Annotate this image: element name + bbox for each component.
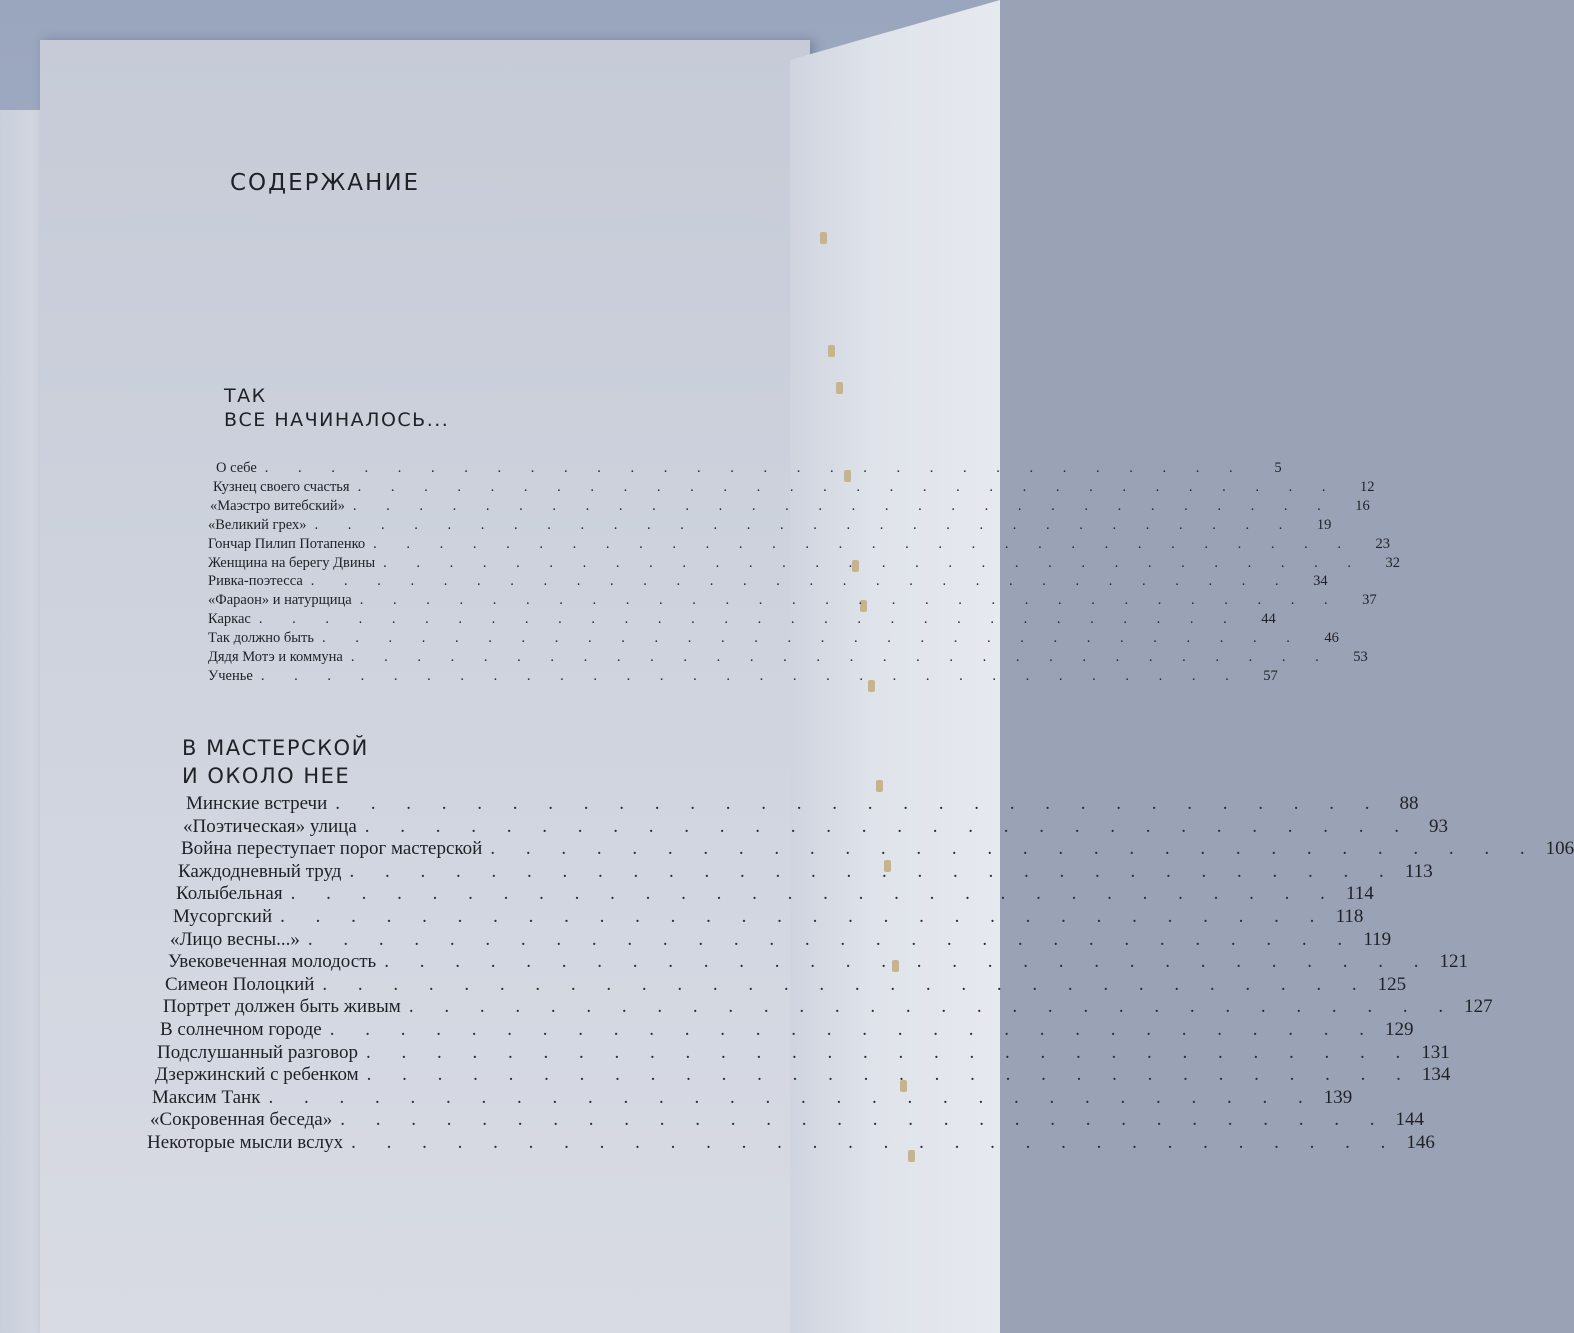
dot-leader: . . . . . . . . . . . . . . . . . . . . . . . . . . . . . .	[364, 815, 1413, 837]
dot-leader: . . . . . . . . . . . . . . . . . . . . . . . . . . . . . .	[383, 554, 1365, 571]
dot-leader: . . . . . . . . . . . . . . . . . . . . . . . . . . . . . .	[490, 838, 1538, 860]
dot-leader: . . . . . . . . . . . . . . . . . . . . . . . . . . . . . .	[290, 883, 1338, 905]
entry-title: Увековеченная молодость	[168, 951, 377, 973]
dot-leader: . . . . . . . . . . . . . . . . . . . . . . . . . . . . . .	[268, 1086, 1316, 1108]
toc-entry	[160, 1019, 1414, 1041]
entry-title: Ривка-поэтесса	[208, 573, 303, 590]
toc-entry	[147, 1132, 1435, 1154]
dot-leader: . . . . . . . . . . . . . . . . . . . . . . . . . . . . . .	[322, 973, 1370, 995]
entry-page-number: 5	[1274, 460, 1282, 476]
dot-leader: . . . . . . . . . . . . . . . . . . . . . . . . . . . . . .	[314, 516, 1296, 533]
entry-title: «Маэстро витебский»	[210, 497, 345, 514]
entry-page-number: 121	[1439, 951, 1468, 973]
entry-title: О себе	[216, 460, 257, 476]
toc-entry	[183, 815, 1449, 838]
entry-title: Минские встречи	[186, 793, 328, 814]
contents-title: СОДЕРЖАНИЕ	[230, 170, 421, 196]
dot-leader: . . . . . . . . . . . . . . . . . . . . . . . . . . . . . .	[352, 497, 1334, 514]
dot-leader: . . . . . . . . . . . . . . . . . . . . . . . . . . . . . .	[357, 478, 1339, 495]
dot-leader: . . . . . . . . . . . . . . . . . . . . . . . . . . . . . .	[258, 611, 1240, 628]
dot-leader: . . . . . . . . . . . . . . . . . . . . . . . . . . . . . .	[329, 1019, 1377, 1040]
entry-page-number: 139	[1323, 1086, 1353, 1108]
entry-title: Портрет должен быть живым	[163, 996, 401, 1018]
entry-page-number: 57	[1263, 667, 1278, 684]
entry-title: Гончар Пилип Потапенко	[208, 535, 366, 552]
section-heading-line: И ОКОЛО НЕЕ	[182, 764, 351, 788]
toc-entry	[152, 1086, 1353, 1109]
entry-title: Каждодневный труд	[178, 860, 342, 882]
entry-title: Женщина на берегу Двины	[208, 554, 376, 571]
entry-page-number: 127	[1464, 996, 1493, 1018]
toc-entry	[173, 906, 1364, 928]
entry-page-number: 118	[1335, 906, 1364, 927]
entry-title: Дзержинский с ребенком	[155, 1064, 359, 1086]
entry-page-number: 113	[1404, 860, 1433, 882]
dot-leader: . . . . . . . . . . . . . . . . . . . . . . . . . . . . . .	[335, 793, 1383, 814]
entry-title: Симеон Полоцкий	[165, 973, 315, 995]
dot-leader: . . . . . . . . . . . . . . . . . . . . . . . . . . . . . .	[340, 1109, 1388, 1131]
dot-leader: . . . . . . . . . . . . . . . . . . . . . . . . . . . . . .	[322, 630, 1303, 647]
dot-leader: . . . . . . . . . . . . . . . . . . . . . . . . . . . . . .	[349, 860, 1397, 882]
toc-entry	[176, 883, 1374, 905]
entry-page-number: 93	[1429, 815, 1449, 837]
entry-title: Колыбельная	[176, 883, 283, 905]
entry-page-number: 134	[1421, 1064, 1451, 1086]
toc-entry	[155, 1064, 1451, 1086]
dot-leader: . . . . . . . . . . . . . . . . . . . . . . . . . . . . . .	[307, 928, 1356, 950]
entry-title: Мусоргский	[173, 906, 273, 927]
entry-title: Подслушанный разговор	[157, 1041, 358, 1063]
toc-entry	[186, 793, 1419, 815]
dot-leader: . . . . . . . . . . . . . . . . . . . . . . . . . . . . . .	[310, 573, 1292, 590]
dot-leader: . . . . . . . . . . . . . . . . . . . . . . . . . . . . . .	[365, 1041, 1414, 1063]
entry-title: «Великий грех»	[208, 516, 307, 533]
section-heading-line: ТАК	[224, 385, 267, 407]
entry-page-number: 106	[1545, 838, 1574, 860]
dot-leader: . . . . . . . . . . . . . . . . . . . . . . . . . . . . . .	[351, 1132, 1399, 1153]
toc-entry	[168, 951, 1468, 973]
section-heading-1	[224, 384, 449, 432]
entry-page-number: 129	[1384, 1019, 1414, 1040]
entry-page-number: 34	[1313, 573, 1328, 590]
entry-title: Каркас	[208, 611, 251, 628]
toc-entry	[157, 1041, 1450, 1064]
dot-leader: . . . . . . . . . . . . . . . . . . . . . . . . . . . . . .	[373, 535, 1355, 552]
dot-leader: . . . . . . . . . . . . . . . . . . . . . . . . . . . . . .	[260, 667, 1242, 684]
toc-entry	[181, 838, 1574, 860]
entry-title: Кузнец своего счастья	[213, 478, 350, 495]
entry-page-number: 37	[1362, 592, 1377, 609]
dot-leader: . . . . . . . . . . . . . . . . . . . . . . . . . . . . . .	[359, 592, 1341, 609]
dot-leader: . . . . . . . . . . . . . . . . . . . . . . . . . . . . . .	[408, 996, 1457, 1018]
dot-leader: . . . . . . . . . . . . . . . . . . . . . . . . . . . . . .	[384, 951, 1432, 973]
entry-page-number: 146	[1406, 1132, 1435, 1153]
entry-title: В солнечном городе	[160, 1019, 322, 1040]
entry-page-number: 53	[1353, 649, 1368, 665]
entry-title: Так должно быть	[208, 630, 314, 647]
entry-page-number: 16	[1355, 497, 1370, 514]
entry-page-number: 144	[1395, 1109, 1424, 1131]
entry-page-number: 88	[1399, 793, 1419, 814]
toc-entry	[150, 1109, 1424, 1131]
toc-entry	[163, 996, 1493, 1018]
entry-title: «Лицо весны...»	[170, 928, 300, 950]
section-heading-line: ВСЕ НАЧИНАЛОСЬ...	[224, 409, 450, 431]
toc-entry	[170, 928, 1392, 951]
dot-leader: . . . . . . . . . . . . . . . . . . . . . . . . . . . . . .	[366, 1064, 1414, 1086]
entry-page-number: 32	[1385, 554, 1401, 571]
entry-page-number: 131	[1421, 1041, 1450, 1063]
entry-title: «Фараон» и натурщица	[208, 592, 352, 609]
entry-page-number: 19	[1316, 516, 1332, 533]
entry-title: «Сокровенная беседа»	[150, 1109, 333, 1131]
entry-page-number: 114	[1346, 883, 1374, 905]
section-heading-line: В МАСТЕРСКОЙ	[182, 736, 369, 760]
dot-leader: . . . . . . . . . . . . . . . . . . . . . . . . . . . . . .	[350, 649, 1332, 665]
entry-page-number: 12	[1359, 478, 1375, 495]
entry-title: Ученье	[208, 667, 253, 684]
entry-page-number: 125	[1377, 973, 1407, 995]
toc-entry	[178, 860, 1433, 883]
entry-title: Некоторые мысли вслух	[147, 1132, 344, 1153]
dot-leader: . . . . . . . . . . . . . . . . . . . . . . . . . . . . . .	[280, 906, 1328, 927]
dot-leader: . . . . . . . . . . . . . . . . . . . . . . . . . . . . . .	[264, 460, 1246, 476]
entry-title: «Поэтическая» улица	[183, 815, 357, 837]
entry-page-number: 23	[1375, 535, 1391, 552]
entry-page-number: 44	[1261, 611, 1276, 628]
entry-page-number: 46	[1324, 630, 1339, 647]
entry-title: Максим Танк	[152, 1086, 261, 1108]
entry-page-number: 119	[1363, 928, 1392, 950]
entry-title: Война переступает порог мастерской	[181, 838, 483, 860]
entry-title: Дядя Мотэ и коммуна	[208, 649, 343, 665]
toc-entry	[165, 973, 1407, 996]
toc-entry	[208, 667, 1278, 690]
section-heading-2	[182, 734, 369, 790]
